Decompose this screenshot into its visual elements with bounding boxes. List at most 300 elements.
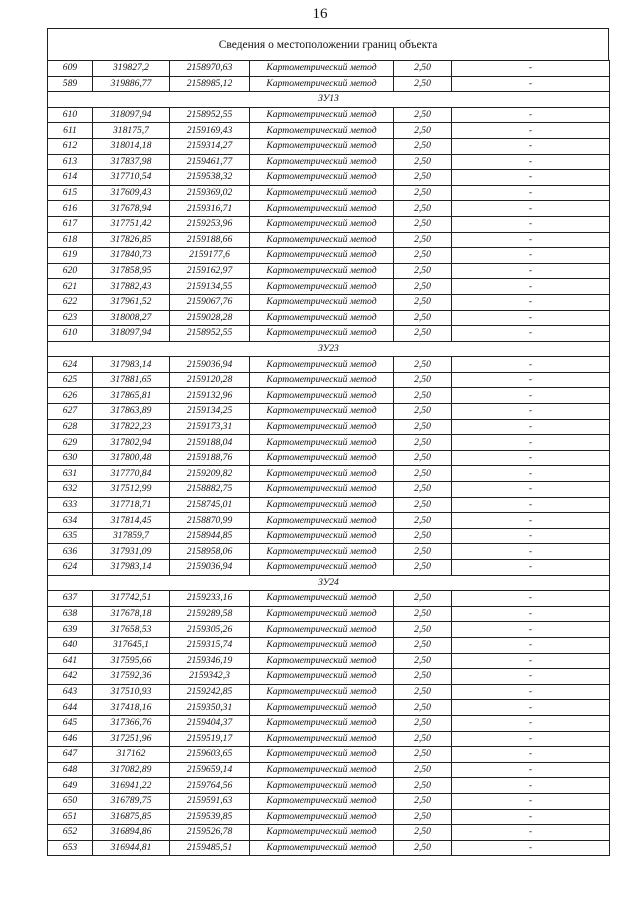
point-number-cell: 631 [48, 466, 93, 482]
table-row [48, 637, 610, 653]
note-cell: - [452, 388, 610, 404]
point-number-cell: 653 [48, 840, 93, 856]
group-header-row [48, 575, 610, 591]
y-coordinate-cell: 2159526,78 [170, 825, 250, 841]
method-cell: Картометрический метод [250, 825, 394, 841]
y-coordinate-cell: 2159461,77 [170, 154, 250, 170]
table-row [48, 482, 610, 498]
accuracy-cell: 2,50 [394, 560, 452, 576]
table-row [48, 778, 610, 794]
table-row [48, 263, 610, 279]
note-cell: - [452, 653, 610, 669]
point-number-cell: 610 [48, 326, 93, 342]
group-header-row [48, 341, 610, 357]
accuracy-cell: 2,50 [394, 404, 452, 420]
y-coordinate-cell: 2159177,6 [170, 248, 250, 264]
note-cell: - [452, 294, 610, 310]
table-row [48, 357, 610, 373]
accuracy-cell: 2,50 [394, 466, 452, 482]
accuracy-cell: 2,50 [394, 840, 452, 856]
y-coordinate-cell: 2159764,56 [170, 778, 250, 794]
table-row [48, 201, 610, 217]
method-cell: Картометрический метод [250, 154, 394, 170]
x-coordinate-cell: 317822,23 [93, 419, 170, 435]
point-number-cell: 627 [48, 404, 93, 420]
table-row [48, 622, 610, 638]
y-coordinate-cell: 2159485,51 [170, 840, 250, 856]
accuracy-cell: 2,50 [394, 107, 452, 123]
method-cell: Картометрический метод [250, 591, 394, 607]
table-row [48, 731, 610, 747]
y-coordinate-cell: 2159242,85 [170, 684, 250, 700]
y-coordinate-cell: 2159659,14 [170, 762, 250, 778]
method-cell: Картометрический метод [250, 653, 394, 669]
x-coordinate-cell: 316941,22 [93, 778, 170, 794]
x-coordinate-cell: 317802,94 [93, 435, 170, 451]
note-cell: - [452, 528, 610, 544]
y-coordinate-cell: 2158958,06 [170, 544, 250, 560]
accuracy-cell: 2,50 [394, 248, 452, 264]
x-coordinate-cell: 317366,76 [93, 715, 170, 731]
accuracy-cell: 2,50 [394, 61, 452, 77]
point-number-cell: 644 [48, 700, 93, 716]
x-coordinate-cell: 317859,7 [93, 528, 170, 544]
y-coordinate-cell: 2159162,97 [170, 263, 250, 279]
note-cell: - [452, 248, 610, 264]
table-row [48, 248, 610, 264]
x-coordinate-cell: 318097,94 [93, 326, 170, 342]
point-number-cell: 619 [48, 248, 93, 264]
x-coordinate-cell: 317837,98 [93, 154, 170, 170]
y-coordinate-cell: 2158870,99 [170, 513, 250, 529]
point-number-cell: 642 [48, 669, 93, 685]
method-cell: Картометрический метод [250, 684, 394, 700]
x-coordinate-cell: 317865,81 [93, 388, 170, 404]
accuracy-cell: 2,50 [394, 372, 452, 388]
table-row [48, 466, 610, 482]
method-cell: Картометрический метод [250, 170, 394, 186]
x-coordinate-cell: 317512,99 [93, 482, 170, 498]
y-coordinate-cell: 2159188,76 [170, 450, 250, 466]
point-number-cell: 622 [48, 294, 93, 310]
table-row [48, 653, 610, 669]
table-row [48, 747, 610, 763]
y-coordinate-cell: 2159209,82 [170, 466, 250, 482]
method-cell: Картометрический метод [250, 263, 394, 279]
note-cell: - [452, 263, 610, 279]
method-cell: Картометрический метод [250, 450, 394, 466]
method-cell: Картометрический метод [250, 731, 394, 747]
point-number-cell: 652 [48, 825, 93, 841]
x-coordinate-cell: 317251,96 [93, 731, 170, 747]
note-cell: - [452, 747, 610, 763]
x-coordinate-cell: 317592,36 [93, 669, 170, 685]
method-cell: Картометрический метод [250, 466, 394, 482]
x-coordinate-cell: 317751,42 [93, 216, 170, 232]
note-cell: - [452, 310, 610, 326]
method-cell: Картометрический метод [250, 606, 394, 622]
point-number-cell: 609 [48, 61, 93, 77]
accuracy-cell: 2,50 [394, 669, 452, 685]
x-coordinate-cell: 317840,73 [93, 248, 170, 264]
point-number-cell: 613 [48, 154, 93, 170]
point-number-cell: 650 [48, 793, 93, 809]
accuracy-cell: 2,50 [394, 263, 452, 279]
table-row [48, 700, 610, 716]
table-row [48, 513, 610, 529]
accuracy-cell: 2,50 [394, 76, 452, 92]
method-cell: Картометрический метод [250, 123, 394, 139]
method-cell: Картометрический метод [250, 388, 394, 404]
x-coordinate-cell: 318008,27 [93, 310, 170, 326]
table-row [48, 61, 610, 77]
note-cell: - [452, 544, 610, 560]
note-cell: - [452, 497, 610, 513]
y-coordinate-cell: 2158882,75 [170, 482, 250, 498]
method-cell: Картометрический метод [250, 700, 394, 716]
table-row [48, 232, 610, 248]
accuracy-cell: 2,50 [394, 185, 452, 201]
accuracy-cell: 2,50 [394, 170, 452, 186]
point-number-cell: 648 [48, 762, 93, 778]
page-number: 16 [312, 6, 328, 22]
accuracy-cell: 2,50 [394, 715, 452, 731]
note-cell: - [452, 76, 610, 92]
y-coordinate-cell: 2159132,96 [170, 388, 250, 404]
table-row [48, 560, 610, 576]
accuracy-cell: 2,50 [394, 731, 452, 747]
y-coordinate-cell: 2159350,31 [170, 700, 250, 716]
x-coordinate-cell: 317742,51 [93, 591, 170, 607]
point-number-cell: 626 [48, 388, 93, 404]
accuracy-cell: 2,50 [394, 123, 452, 139]
note-cell: - [452, 840, 610, 856]
point-number-cell: 633 [48, 497, 93, 513]
method-cell: Картометрический метод [250, 762, 394, 778]
note-cell: - [452, 809, 610, 825]
x-coordinate-cell: 316894,86 [93, 825, 170, 841]
group-title: ЗУ24 [48, 575, 610, 591]
table-row [48, 435, 610, 451]
table-header: Сведения о местоположении границ объекта [47, 28, 609, 60]
x-coordinate-cell: 317418,16 [93, 700, 170, 716]
x-coordinate-cell: 318097,94 [93, 107, 170, 123]
method-cell: Картометрический метод [250, 357, 394, 373]
accuracy-cell: 2,50 [394, 279, 452, 295]
y-coordinate-cell: 2159591,63 [170, 793, 250, 809]
accuracy-cell: 2,50 [394, 606, 452, 622]
x-coordinate-cell: 317882,43 [93, 279, 170, 295]
table-row [48, 279, 610, 295]
note-cell: - [452, 435, 610, 451]
method-cell: Картометрический метод [250, 637, 394, 653]
y-coordinate-cell: 2158985,12 [170, 76, 250, 92]
x-coordinate-cell: 317609,43 [93, 185, 170, 201]
x-coordinate-cell: 317983,14 [93, 357, 170, 373]
method-cell: Картометрический метод [250, 528, 394, 544]
point-number-cell: 625 [48, 372, 93, 388]
y-coordinate-cell: 2159253,96 [170, 216, 250, 232]
y-coordinate-cell: 2159538,32 [170, 170, 250, 186]
note-cell: - [452, 326, 610, 342]
point-number-cell: 641 [48, 653, 93, 669]
y-coordinate-cell: 2158944,85 [170, 528, 250, 544]
note-cell: - [452, 466, 610, 482]
point-number-cell: 646 [48, 731, 93, 747]
method-cell: Картометрический метод [250, 513, 394, 529]
coordinates-table [47, 60, 610, 856]
accuracy-cell: 2,50 [394, 684, 452, 700]
note-cell: - [452, 216, 610, 232]
y-coordinate-cell: 2159346,19 [170, 653, 250, 669]
note-cell: - [452, 825, 610, 841]
note-cell: - [452, 357, 610, 373]
x-coordinate-cell: 317800,48 [93, 450, 170, 466]
note-cell: - [452, 107, 610, 123]
point-number-cell: 651 [48, 809, 93, 825]
y-coordinate-cell: 2159169,43 [170, 123, 250, 139]
table-row [48, 326, 610, 342]
table-row [48, 294, 610, 310]
method-cell: Картометрический метод [250, 310, 394, 326]
y-coordinate-cell: 2159134,55 [170, 279, 250, 295]
note-cell: - [452, 715, 610, 731]
method-cell: Картометрический метод [250, 61, 394, 77]
x-coordinate-cell: 317678,94 [93, 201, 170, 217]
method-cell: Картометрический метод [250, 248, 394, 264]
x-coordinate-cell: 317162 [93, 747, 170, 763]
y-coordinate-cell: 2159067,76 [170, 294, 250, 310]
x-coordinate-cell: 317983,14 [93, 560, 170, 576]
note-cell: - [452, 154, 610, 170]
x-coordinate-cell: 317678,18 [93, 606, 170, 622]
accuracy-cell: 2,50 [394, 232, 452, 248]
table-row [48, 591, 610, 607]
point-number-cell: 620 [48, 263, 93, 279]
note-cell: - [452, 560, 610, 576]
table-row [48, 497, 610, 513]
y-coordinate-cell: 2159369,02 [170, 185, 250, 201]
y-coordinate-cell: 2159316,71 [170, 201, 250, 217]
method-cell: Картометрический метод [250, 435, 394, 451]
note-cell: - [452, 637, 610, 653]
table-row [48, 388, 610, 404]
point-number-cell: 634 [48, 513, 93, 529]
method-cell: Картометрический метод [250, 419, 394, 435]
point-number-cell: 649 [48, 778, 93, 794]
point-number-cell: 623 [48, 310, 93, 326]
note-cell: - [452, 622, 610, 638]
note-cell: - [452, 606, 610, 622]
group-header-row [48, 92, 610, 108]
y-coordinate-cell: 2158952,55 [170, 326, 250, 342]
accuracy-cell: 2,50 [394, 700, 452, 716]
note-cell: - [452, 419, 610, 435]
accuracy-cell: 2,50 [394, 637, 452, 653]
note-cell: - [452, 450, 610, 466]
table-row [48, 107, 610, 123]
accuracy-cell: 2,50 [394, 419, 452, 435]
point-number-cell: 628 [48, 419, 93, 435]
note-cell: - [452, 201, 610, 217]
note-cell: - [452, 482, 610, 498]
coordinates-table-body [48, 61, 610, 856]
y-coordinate-cell: 2159314,27 [170, 138, 250, 154]
group-title: ЗУ13 [48, 92, 610, 108]
method-cell: Картометрический метод [250, 793, 394, 809]
y-coordinate-cell: 2159342,3 [170, 669, 250, 685]
method-cell: Картометрический метод [250, 560, 394, 576]
method-cell: Картометрический метод [250, 809, 394, 825]
point-number-cell: 638 [48, 606, 93, 622]
table-row [48, 762, 610, 778]
table-row [48, 450, 610, 466]
y-coordinate-cell: 2158970,63 [170, 61, 250, 77]
x-coordinate-cell: 317082,89 [93, 762, 170, 778]
accuracy-cell: 2,50 [394, 357, 452, 373]
point-number-cell: 615 [48, 185, 93, 201]
table-row [48, 138, 610, 154]
point-number-cell: 624 [48, 560, 93, 576]
method-cell: Картометрический метод [250, 326, 394, 342]
y-coordinate-cell: 2159188,04 [170, 435, 250, 451]
method-cell: Картометрический метод [250, 294, 394, 310]
note-cell: - [452, 778, 610, 794]
y-coordinate-cell: 2159036,94 [170, 357, 250, 373]
point-number-cell: 629 [48, 435, 93, 451]
accuracy-cell: 2,50 [394, 809, 452, 825]
note-cell: - [452, 372, 610, 388]
accuracy-cell: 2,50 [394, 825, 452, 841]
y-coordinate-cell: 2159404,37 [170, 715, 250, 731]
point-number-cell: 635 [48, 528, 93, 544]
y-coordinate-cell: 2159233,16 [170, 591, 250, 607]
x-coordinate-cell: 317931,09 [93, 544, 170, 560]
point-number-cell: 617 [48, 216, 93, 232]
table-row [48, 404, 610, 420]
x-coordinate-cell: 317770,84 [93, 466, 170, 482]
accuracy-cell: 2,50 [394, 778, 452, 794]
y-coordinate-cell: 2159315,74 [170, 637, 250, 653]
y-coordinate-cell: 2158745,01 [170, 497, 250, 513]
y-coordinate-cell: 2158952,55 [170, 107, 250, 123]
point-number-cell: 636 [48, 544, 93, 560]
point-number-cell: 639 [48, 622, 93, 638]
y-coordinate-cell: 2159289,58 [170, 606, 250, 622]
y-coordinate-cell: 2159188,66 [170, 232, 250, 248]
y-coordinate-cell: 2159519,17 [170, 731, 250, 747]
x-coordinate-cell: 317863,89 [93, 404, 170, 420]
accuracy-cell: 2,50 [394, 310, 452, 326]
x-coordinate-cell: 318014,18 [93, 138, 170, 154]
x-coordinate-cell: 317710,54 [93, 170, 170, 186]
accuracy-cell: 2,50 [394, 793, 452, 809]
point-number-cell: 612 [48, 138, 93, 154]
x-coordinate-cell: 316875,85 [93, 809, 170, 825]
table-row [48, 544, 610, 560]
accuracy-cell: 2,50 [394, 482, 452, 498]
point-number-cell: 630 [48, 450, 93, 466]
table-row [48, 669, 610, 685]
method-cell: Картометрический метод [250, 747, 394, 763]
x-coordinate-cell: 319886,77 [93, 76, 170, 92]
table-row [48, 419, 610, 435]
point-number-cell: 624 [48, 357, 93, 373]
x-coordinate-cell: 317645,1 [93, 637, 170, 653]
note-cell: - [452, 669, 610, 685]
point-number-cell: 621 [48, 279, 93, 295]
x-coordinate-cell: 317858,95 [93, 263, 170, 279]
table-row [48, 528, 610, 544]
method-cell: Картометрический метод [250, 778, 394, 794]
note-cell: - [452, 684, 610, 700]
table-row [48, 825, 610, 841]
point-number-cell: 611 [48, 123, 93, 139]
note-cell: - [452, 762, 610, 778]
note-cell: - [452, 700, 610, 716]
method-cell: Картометрический метод [250, 404, 394, 420]
y-coordinate-cell: 2159539,85 [170, 809, 250, 825]
point-number-cell: 643 [48, 684, 93, 700]
x-coordinate-cell: 318175,7 [93, 123, 170, 139]
table-row [48, 185, 610, 201]
point-number-cell: 616 [48, 201, 93, 217]
method-cell: Картометрический метод [250, 482, 394, 498]
note-cell: - [452, 279, 610, 295]
accuracy-cell: 2,50 [394, 497, 452, 513]
method-cell: Картометрический метод [250, 138, 394, 154]
method-cell: Картометрический метод [250, 232, 394, 248]
x-coordinate-cell: 317658,53 [93, 622, 170, 638]
point-number-cell: 647 [48, 747, 93, 763]
x-coordinate-cell: 317595,66 [93, 653, 170, 669]
method-cell: Картометрический метод [250, 715, 394, 731]
point-number-cell: 632 [48, 482, 93, 498]
x-coordinate-cell: 316789,75 [93, 793, 170, 809]
accuracy-cell: 2,50 [394, 513, 452, 529]
table-row [48, 310, 610, 326]
point-number-cell: 645 [48, 715, 93, 731]
y-coordinate-cell: 2159134,25 [170, 404, 250, 420]
y-coordinate-cell: 2159305,26 [170, 622, 250, 638]
point-number-cell: 640 [48, 637, 93, 653]
y-coordinate-cell: 2159173,31 [170, 419, 250, 435]
table-row [48, 793, 610, 809]
table-row [48, 216, 610, 232]
accuracy-cell: 2,50 [394, 201, 452, 217]
accuracy-cell: 2,50 [394, 154, 452, 170]
table-row [48, 123, 610, 139]
method-cell: Картометрический метод [250, 279, 394, 295]
accuracy-cell: 2,50 [394, 544, 452, 560]
x-coordinate-cell: 316944,81 [93, 840, 170, 856]
note-cell: - [452, 170, 610, 186]
method-cell: Картометрический метод [250, 107, 394, 123]
table-row [48, 684, 610, 700]
accuracy-cell: 2,50 [394, 591, 452, 607]
note-cell: - [452, 793, 610, 809]
table-row [48, 372, 610, 388]
x-coordinate-cell: 317881,65 [93, 372, 170, 388]
table-row [48, 840, 610, 856]
coordinates-sheet [47, 28, 609, 856]
y-coordinate-cell: 2159036,94 [170, 560, 250, 576]
note-cell: - [452, 513, 610, 529]
accuracy-cell: 2,50 [394, 326, 452, 342]
point-number-cell: 637 [48, 591, 93, 607]
point-number-cell: 614 [48, 170, 93, 186]
accuracy-cell: 2,50 [394, 216, 452, 232]
